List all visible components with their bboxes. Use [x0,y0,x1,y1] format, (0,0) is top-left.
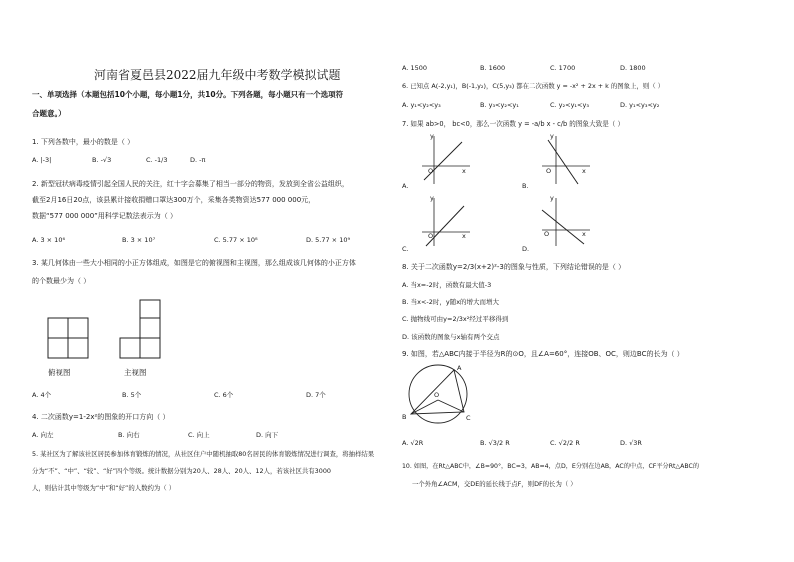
q7-label-b: B. [522,182,529,190]
front-view-caption: 主视图 [124,368,147,377]
q7-label-c: C. [402,245,409,253]
q6-option-d: D. y₁<y₃<y₂ [620,101,660,109]
q7c-x-label: x [462,232,466,240]
q4-option-b: B. 向右 [118,431,140,439]
q2-option-b: B. 3 × 10⁷ [122,236,156,244]
section-heading-cont: 合题意。） [32,109,66,118]
q3-views-figure [48,300,168,360]
q9-option-c: C. √2/2 R [550,439,580,447]
q7b-y-label: y [550,132,554,140]
q8-option-c: C. 抛物线可由y=2/3x²经过平移得到 [402,315,509,323]
q5-option-b: B. 1600 [480,64,506,72]
q7a-origin: O [428,167,434,175]
question-7-stem: 7. 如果 ab>0， bc<0，那么一次函数 y = -a/b x - c/b 的图象大致是（ ） [402,120,625,128]
q4-option-c: C. 向上 [188,431,210,439]
q3-option-b: B. 5个 [122,391,142,399]
question-5-line3: 人，则估计其中等级为“中”和“好”的人数约为（ ） [32,484,176,492]
q3-option-c: C. 6个 [214,391,234,399]
q5-option-c: C. 1700 [550,64,576,72]
q9-option-b: B. √3/2 R [480,439,510,447]
q8-option-b: B. 当x<-2时，y随x的增大而增大 [402,298,500,306]
q6-option-c: C. y₂<y₁<y₃ [550,101,589,109]
q9-option-a: A. √2R [402,439,424,447]
question-5-line2: 分为“不”、“中”、“较”、“好”四个等级。统计数据分别为20人、28人、20人、12人，若该社区共有3000 [32,467,331,475]
question-10-line2: 一个外角∠ACM，交DE的延长线于点F，则DF的长为（ ） [412,480,577,488]
q1-option-b: B. -√3 [92,156,112,164]
front-view-grid [120,300,160,358]
q7-label-a: A. [402,182,409,190]
q7a-x-label: x [462,167,466,175]
q7-graph-b [540,134,592,186]
q7c-y-label: y [430,194,434,202]
q9-point-o: O [434,391,440,399]
q4-option-a: A. 向左 [32,431,54,439]
question-5-line1: 5. 某社区为了解该社区居民参加体育锻炼的情况，从社区住户中随机抽取80名居民的体育锻炼情况进行调查，将抽样结果 [32,450,375,458]
q7b-x-label: x [582,167,586,175]
section-heading: 一、单项选择（本题包括10个小题，每小题1分，共10分。下列各题，每小题只有一个选项符 [32,90,344,99]
q4-option-d: D. 向下 [256,431,279,439]
question-10-line1: 10. 如图，在Rt△ABC中，∠B=90°，BC=3，AB=4，点D，E分别在边AB，AC的中点，CF平分Rt△ABC的 [402,463,700,470]
q5-option-a: A. 1500 [402,64,428,72]
question-1-stem: 1. 下列各数中，最小的数是（ ） [32,138,135,146]
q7-graph-a [420,134,472,186]
question-3-line2: 的个数最少为（ ） [32,277,91,285]
question-4-stem: 4. 二次函数y=1-2x²的图象的开口方向（ ） [32,413,170,421]
question-3-line1: 3. 某几何体由一些大小相同的小正方体组成，如图是它的俯视图和主视图，那么组成该几何体的小正方体 [32,259,356,267]
q6-option-b: B. y₃<y₂<y₁ [480,101,519,109]
q8-option-d: D. 该函数的图象与x轴有两个交点 [402,333,500,341]
question-2-line3: 数据“577 000 000”用科学记数法表示为（ ） [32,212,178,220]
top-view-caption: 俯视图 [48,368,71,377]
q7d-origin: O [544,230,550,238]
q1-option-a: A. |-3| [32,156,52,164]
question-8-stem: 8. 关于二次函数y=2/3(x+2)²-3的图象与性质，下列结论错误的是（ ） [402,263,626,271]
q7c-origin: O [428,232,434,240]
q5-option-d: D. 1800 [620,64,646,72]
q9-point-b: B [402,413,407,421]
question-2-line2: 截至2月16日20点，该县累计接收捐赠口罩达300万个，采集各类物资达577 000 000元， [32,196,316,204]
q2-option-a: A. 3 × 10⁶ [32,236,66,244]
q1-option-d: D. -π [190,156,206,164]
page-title: 河南省夏邑县2022届九年级中考数学模拟试题 [94,68,341,82]
q9-option-d: D. √3R [620,439,642,447]
q2-option-c: C. 5.77 × 10⁸ [214,236,258,244]
q8-option-a: A. 当x=-2时，函数有最大值-3 [402,281,492,289]
q7-label-d: D. [522,245,530,253]
q7a-y-label: y [430,132,434,140]
right-column [400,0,770,562]
q9-point-a: A [457,364,462,372]
q1-option-c: C. -1/3 [146,156,168,164]
left-column [30,0,400,562]
q3-option-a: A. 4个 [32,391,52,399]
q9-point-c: C [466,414,471,422]
q7d-x-label: x [582,230,586,238]
question-9-stem: 9. 如图，若△ABC内接于半径为R的⊙O，且∠A=60°，连接OB、OC，则边BC的长为（ ） [402,350,684,358]
q2-option-d: D. 5.77 × 10⁹ [306,236,351,244]
q6-option-a: A. y₁<y₂<y₃ [402,101,441,109]
q7b-origin: O [546,167,552,175]
q3-option-d: D. 7个 [306,391,326,399]
top-view-grid [48,318,88,358]
q7-graph-d [540,196,592,248]
question-2-line1: 2. 新型冠状病毒疫情引起全国人民的关注，红十字会募集了相当一部分的物资，发放到全省公益组织， [32,180,349,188]
question-6-stem: 6. 已知点 A(-2,y₁)，B(-1,y₂)，C(5,y₃) 都在二次函数 y = -x² + 2x + k 的图象上，则（ ） [402,82,665,90]
q7d-y-label: y [550,194,554,202]
